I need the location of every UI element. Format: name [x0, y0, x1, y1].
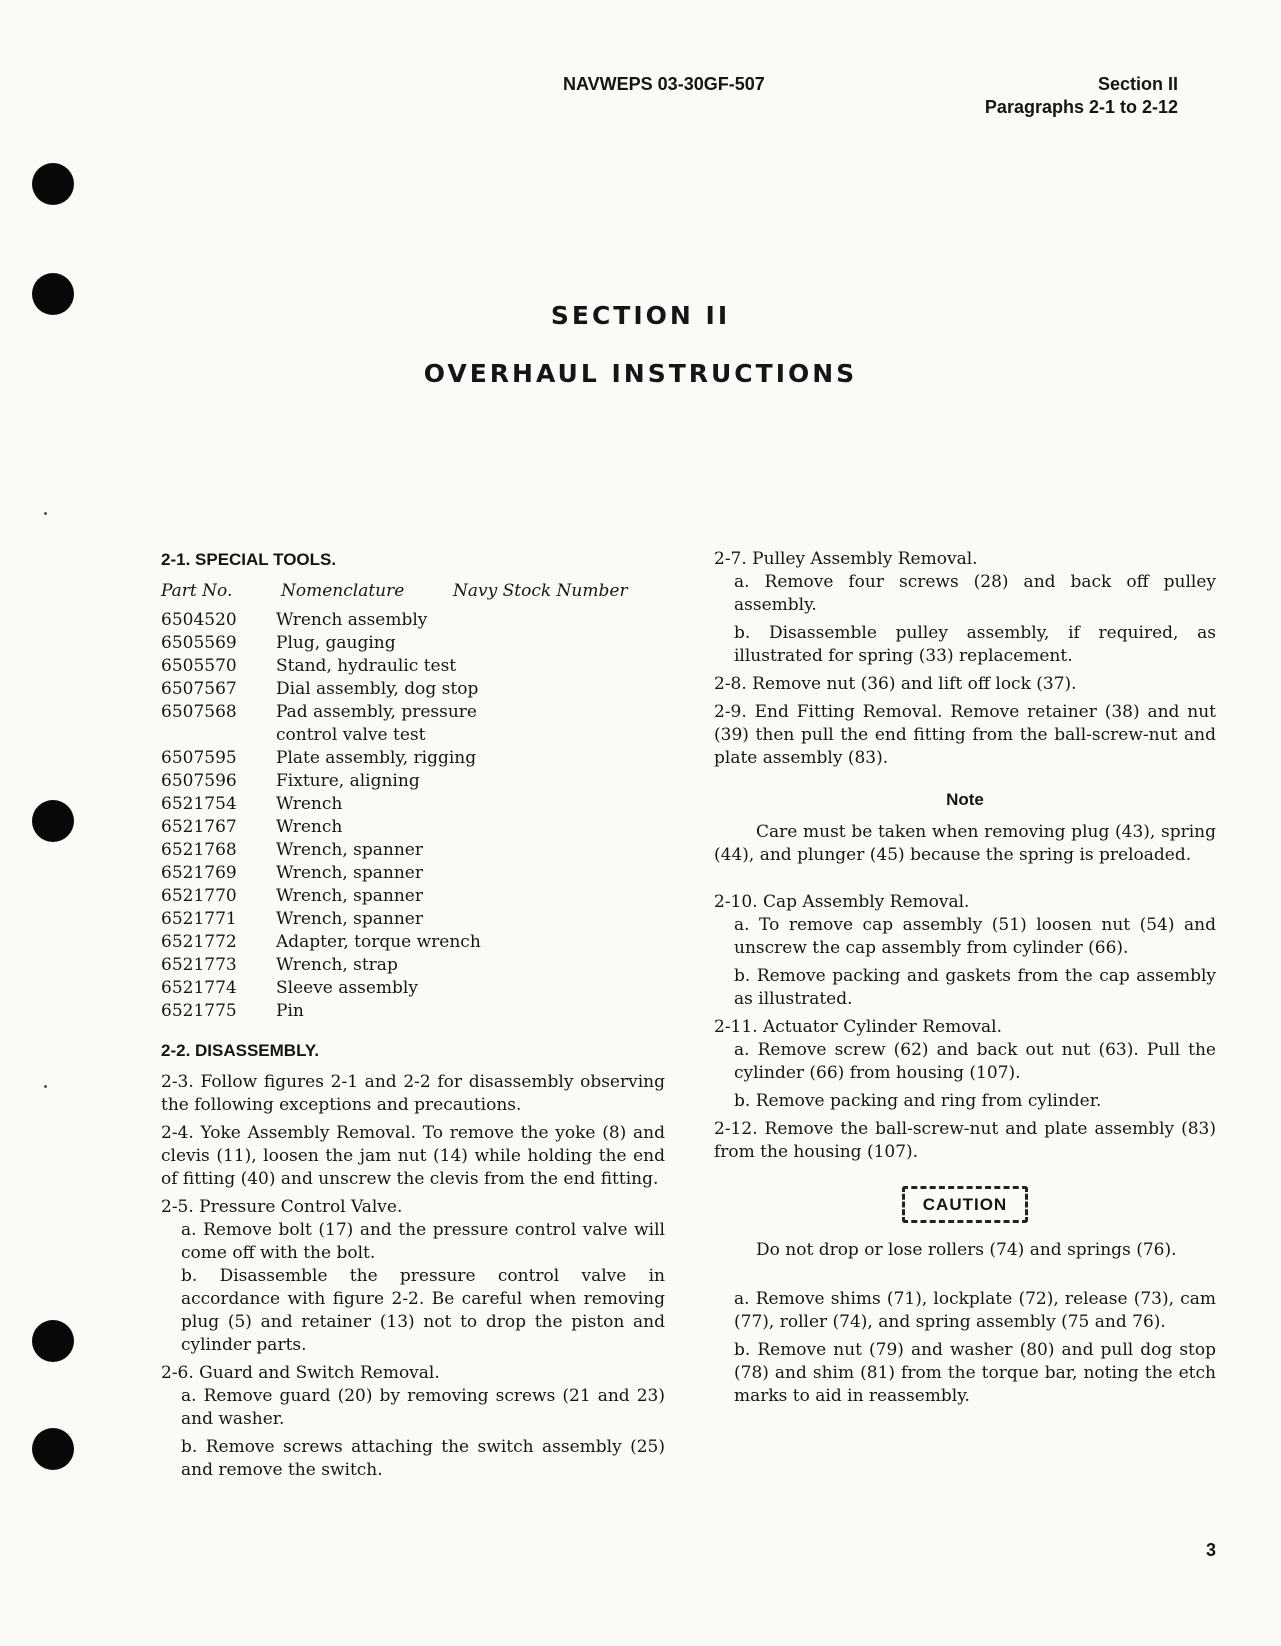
caution-label: CAUTION — [902, 1186, 1028, 1223]
special-tools-heading: 2-1. SPECIAL TOOLS. — [161, 550, 337, 569]
table-row — [161, 931, 665, 954]
part-number: 6521771 — [161, 909, 237, 929]
paragraph-2-5b: b. Disassemble the pressure control valve in accordance with figure 2-2. Be careful when removing plug (5) and retainer (13) not to drop the piston and cylinder parts. — [181, 1266, 665, 1355]
paragraph-2-5a: a. Remove bolt (17) and the pressure control valve will come off with the bolt. — [181, 1220, 665, 1263]
table-row — [161, 678, 665, 701]
nomenclature: Dial assembly, dog stop — [276, 679, 479, 699]
page-number: 3 — [1205, 1540, 1216, 1560]
table-row — [161, 655, 665, 678]
nomenclature-line: Pad assembly, pressure — [276, 702, 477, 722]
nomenclature: Wrench assembly — [276, 610, 428, 630]
table-row — [161, 885, 665, 908]
paragraph-2-12b: b. Remove nut (79) and washer (80) and pull dog stop (78) and shim (81) from the torque bar, noting the etch marks to aid in reassembly. — [734, 1340, 1216, 1406]
left-column — [161, 548, 665, 1487]
nomenclature: Fixture, aligning — [276, 771, 420, 791]
part-number: 6521768 — [161, 840, 237, 860]
table-row — [161, 609, 665, 632]
table-row — [161, 977, 665, 1000]
paragraph-2-10: 2-10. Cap Assembly Removal. — [714, 892, 970, 912]
table-row — [161, 1000, 665, 1023]
table-row — [161, 701, 665, 747]
nomenclature: Wrench, spanner — [276, 863, 423, 883]
part-number: 6521770 — [161, 886, 237, 906]
tools-table — [161, 609, 665, 1023]
paragraph-2-11: 2-11. Actuator Cylinder Removal. — [714, 1017, 1003, 1037]
paragraph-2-6: 2-6. Guard and Switch Removal. — [161, 1363, 440, 1383]
caution-box — [714, 1186, 1216, 1223]
paragraph-range: Paragraphs 2-1 to 2-12 — [984, 97, 1178, 117]
table-row — [161, 793, 665, 816]
section-title: SECTION II — [550, 301, 731, 330]
table-row — [161, 747, 665, 770]
binder-hole-1 — [32, 163, 74, 205]
note-body: Care must be taken when removing plug (43), spring (44), and plunger (45) because the spring is preloaded. — [714, 822, 1216, 865]
part-number: 6505569 — [161, 633, 237, 653]
table-row — [161, 632, 665, 655]
paragraph-2-12a: a. Remove shims (71), lockplate (72), release (73), cam (77), roller (74), and spring assembly (75 and 76). — [734, 1289, 1216, 1332]
nomenclature: Adapter, torque wrench — [276, 932, 481, 952]
part-number: 6504520 — [161, 610, 237, 630]
part-number: 6521754 — [161, 794, 237, 814]
paragraph-2-3: 2-3. Follow figures 2-1 and 2-2 for disassembly observing the following exceptions and precautions. — [161, 1072, 665, 1115]
caution-body: Do not drop or lose rollers (74) and springs (76). — [756, 1240, 1177, 1260]
table-row — [161, 908, 665, 931]
part-number: 6507595 — [161, 748, 237, 768]
part-number: 6521772 — [161, 932, 237, 952]
paragraph-2-7a: a. Remove four screws (28) and back off pulley assembly. — [734, 572, 1216, 615]
col-stock-number: Navy Stock Number — [453, 581, 628, 601]
part-number: 6505570 — [161, 656, 237, 676]
nomenclature — [276, 701, 665, 747]
binder-hole-4 — [32, 1320, 74, 1362]
col-part-no: Part No. — [161, 581, 233, 601]
nomenclature-line: control valve test — [276, 725, 426, 745]
paragraph-2-10b: b. Remove packing and gaskets from the cap assembly as illustrated. — [734, 966, 1216, 1009]
nomenclature: Wrench, spanner — [276, 886, 423, 906]
paragraph-2-8: 2-8. Remove nut (36) and lift off lock (37). — [714, 674, 1077, 694]
paragraph-2-7: 2-7. Pulley Assembly Removal. — [714, 549, 978, 569]
part-number: 6507567 — [161, 679, 237, 699]
section-subtitle: OVERHAUL INSTRUCTIONS — [423, 359, 858, 388]
paragraph-2-9: 2-9. End Fitting Removal. Remove retainer (38) and nut (39) then pull the end fitting from the ball-screw-nut and plate assembly (83). — [714, 702, 1216, 768]
paragraph-2-12: 2-12. Remove the ball-screw-nut and plate assembly (83) from the housing (107). — [714, 1119, 1216, 1162]
paragraph-2-10a: a. To remove cap assembly (51) loosen nut (54) and unscrew the cap assembly from cylinder (66). — [734, 915, 1216, 958]
paragraph-2-11b: b. Remove packing and ring from cylinder. — [734, 1091, 1102, 1111]
table-row — [161, 770, 665, 793]
nomenclature: Wrench — [276, 794, 343, 814]
nomenclature: Plate assembly, rigging — [276, 748, 477, 768]
paragraph-2-7b: b. Disassemble pulley assembly, if required, as illustrated for spring (33) replacement. — [734, 623, 1216, 666]
paragraph-2-6b: b. Remove screws attaching the switch assembly (25) and remove the switch. — [181, 1437, 665, 1480]
table-row — [161, 954, 665, 977]
right-column — [714, 548, 1216, 1413]
note-heading: Note — [946, 790, 984, 809]
nomenclature: Wrench, strap — [276, 955, 398, 975]
nomenclature: Sleeve assembly — [276, 978, 418, 998]
nomenclature: Wrench, spanner — [276, 840, 423, 860]
col-nomenclature: Nomenclature — [281, 581, 405, 601]
paragraph-2-6a: a. Remove guard (20) by removing screws (21 and 23) and washer. — [181, 1386, 665, 1429]
nomenclature: Pin — [276, 1001, 304, 1021]
section-label: Section II — [1097, 74, 1178, 94]
section-header — [985, 73, 1178, 119]
nomenclature: Plug, gauging — [276, 633, 396, 653]
disassembly-heading: 2-2. DISASSEMBLY. — [161, 1041, 320, 1060]
nomenclature: Wrench — [276, 817, 343, 837]
tools-table-header — [161, 580, 665, 603]
table-row — [161, 839, 665, 862]
document-number: NAVWEPS 03-30GF-507 — [563, 74, 765, 94]
nomenclature: Wrench, spanner — [276, 909, 423, 929]
part-number: 6507568 — [161, 702, 237, 722]
paragraph-2-4: 2-4. Yoke Assembly Removal. To remove the yoke (8) and clevis (11), loosen the jam nut (14) while holding the end of fitting (40) and unscrew the clevis from the end fitting. — [161, 1123, 665, 1189]
part-number: 6521775 — [161, 1001, 237, 1021]
part-number: 6521774 — [161, 978, 237, 998]
table-row — [161, 816, 665, 839]
part-number: 6507596 — [161, 771, 237, 791]
scan-speck — [44, 512, 47, 515]
table-row — [161, 862, 665, 885]
binder-hole-5 — [32, 1428, 74, 1470]
paragraph-2-11a: a. Remove screw (62) and back out nut (63). Pull the cylinder (66) from housing (107). — [734, 1040, 1216, 1083]
part-number: 6521773 — [161, 955, 237, 975]
scan-speck — [44, 1085, 47, 1088]
paragraph-2-5: 2-5. Pressure Control Valve. — [161, 1197, 403, 1217]
binder-hole-3 — [32, 800, 74, 842]
part-number: 6521769 — [161, 863, 237, 883]
nomenclature: Stand, hydraulic test — [276, 656, 457, 676]
part-number: 6521767 — [161, 817, 237, 837]
